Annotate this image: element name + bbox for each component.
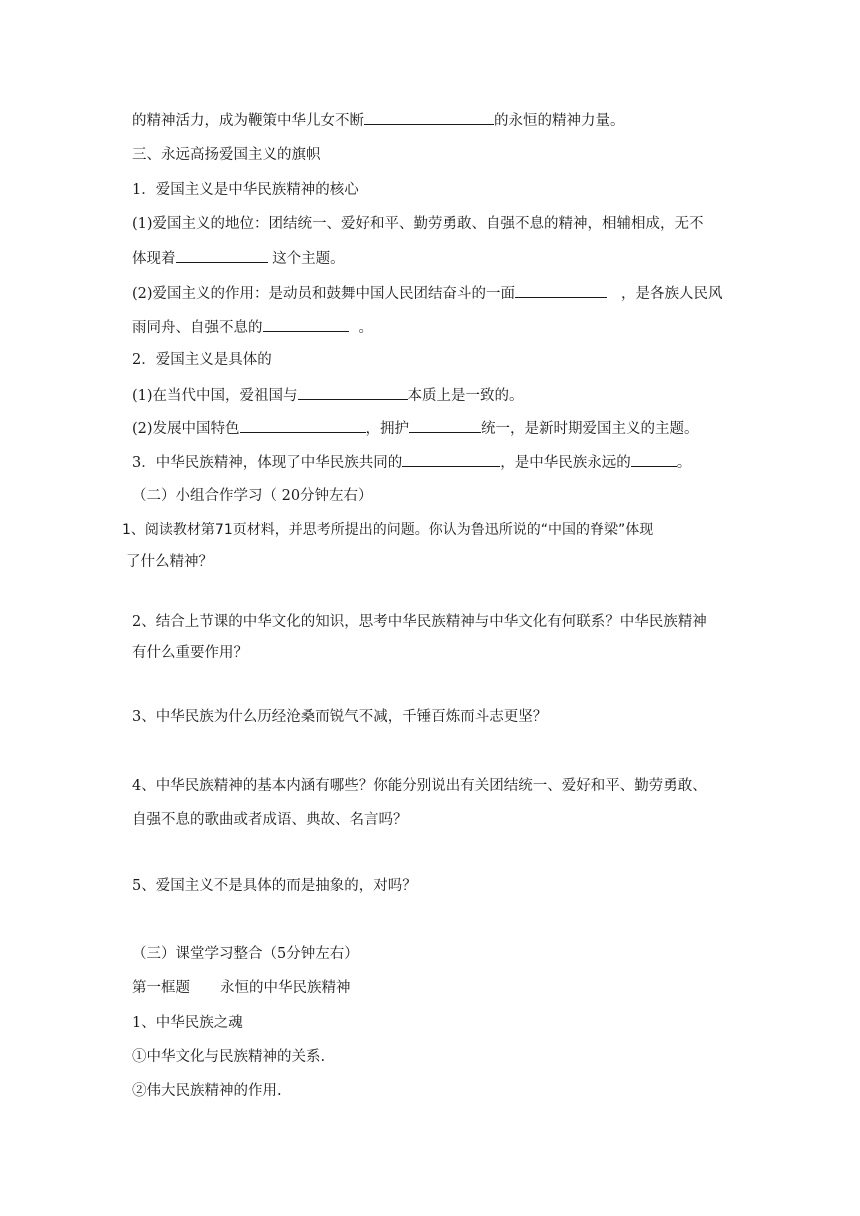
fill-blank[interactable] [409, 418, 481, 433]
question-3: 3、中华民族为什么历经沧桑而锐气不减，千锤百炼而斗志更坚？ [132, 709, 548, 725]
subheading-2: 2．爱国主义是具体的 [132, 352, 272, 368]
question-1-line-1: 1、阅读教材第71页材料，并思考所提出的问题。你认为鲁迅所说的“中国的脊梁”体现 [122, 522, 654, 538]
text-line-11: 3．中华民族精神，体现了中华民族共同的 ，是中华民族永远的 。 [132, 452, 691, 473]
question-1-line-2: 了什么精神？ [126, 554, 213, 570]
fill-blank[interactable] [176, 248, 268, 263]
question-4-line-2: 自强不息的歌曲或者成语、典故、名言吗？ [132, 812, 408, 828]
text-line-5: 体现着 这个主题。 [132, 248, 345, 269]
text-line-6: (2)爱国主义的作用：是动员和鼓舞中国人民团结奋斗的一面 ，是各族人民风 [132, 283, 723, 304]
fill-blank[interactable] [263, 317, 349, 332]
outline-subitem-1: ①中华文化与民族精神的关系. [132, 1049, 326, 1065]
outline-subitem-2: ②伟大民族精神的作用. [132, 1083, 282, 1099]
question-2-line-2: 有什么重要作用？ [132, 645, 248, 661]
question-4-line-1: 4、中华民族精神的基本内涵有哪些？你能分别说出有关团结统一、爱好和平、勤劳勇敢、 [132, 778, 707, 794]
fill-blank[interactable] [240, 418, 366, 433]
fill-blank[interactable] [631, 452, 677, 467]
text-line-4: (1)爱国主义的地位：团结统一、爱好和平、勤劳勇敢、自强不息的精神，相辅相成，无不 [132, 216, 704, 232]
section-heading-3: 三、永远高扬爱国主义的旗帜 [132, 147, 321, 163]
question-5: 5、爱国主义不是具体的而是抽象的，对吗？ [132, 878, 417, 894]
question-2-line-1: 2、结合上节课的中华文化的知识，思考中华民族精神与中华文化有何联系？中华民族精神 [132, 614, 707, 630]
outline-item-1: 1、中华民族之魂 [132, 1015, 243, 1031]
text-line-10: (2)发展中国特色 ，拥护 统一，是新时期爱国主义的主题。 [132, 418, 699, 439]
text-line-7: 雨同舟、自强不息的 。 [132, 317, 373, 338]
fill-blank[interactable] [298, 385, 408, 400]
fill-blank[interactable] [364, 110, 494, 125]
section-heading-group-study: （二）小组合作学习（ 20分钟左右） [132, 488, 373, 504]
fill-blank[interactable] [402, 452, 500, 467]
lesson-title-line: 第一框题 永恒的中华民族精神 [132, 980, 351, 996]
fill-blank[interactable] [515, 283, 607, 298]
text-line-9: (1)在当代中国，爱祖国与 本质上是一致的。 [132, 385, 524, 406]
section-heading-integration: （三）课堂学习整合（5分钟左右） [132, 946, 359, 962]
text-line-1: 的精神活力，成为鞭策中华儿女不断 的永恒的精神力量。 [132, 110, 625, 131]
subheading-1: 1．爱国主义是中华民族精神的核心 [132, 182, 359, 198]
